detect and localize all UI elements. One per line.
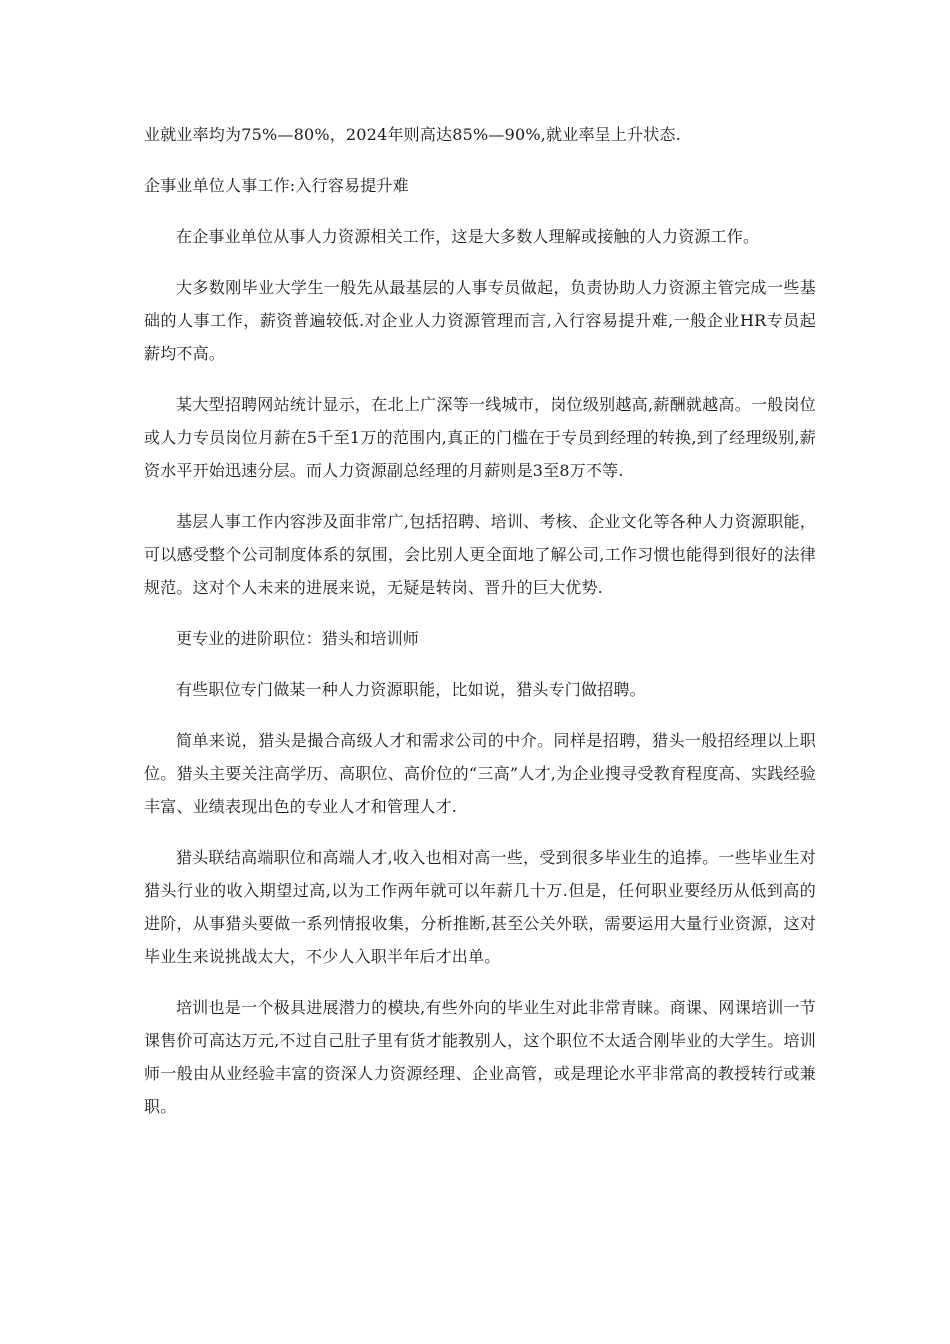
paragraph-headhunter-challenges: 猎头联结高端职位和高端人才,收入也相对高一些，受到很多毕业生的追捧。一些毕业生对猎头行业的收入期望过高,以为工作两年就可以年薪几十万.但是，任何职业要经历从低到高的进阶，从事猎头要做一系列情报收集，分析推断,甚至公关外联，需要运用大量行业资源，这对毕业生来说挑战太大，不少人入职半年后才出单。 bbox=[144, 848, 816, 966]
section-heading-advanced-roles: 更专业的进阶职位：猎头和培训师 bbox=[176, 629, 420, 648]
section-heading-enterprise-hr: 企事业单位人事工作:入行容易提升难 bbox=[144, 176, 409, 195]
paragraph-basic-hr-work: 基层人事工作内容涉及面非常广,包括招聘、培训、考核、企业文化等各种人力资源职能，可以感受整个公司制度体系的氛围，会比别人更全面地了解公司,工作习惯也能得到很好的法律规范。这对个人未来的进展来说，无疑是转岗、晋升的巨大优势. bbox=[144, 512, 816, 597]
paragraph-headhunter-intro: 简单来说，猎头是撮合高级人才和需求公司的中介。同样是招聘，猎头一般招经理以上职位。猎头主要关注高学历、高职位、高价位的“三高”人才,为企业搜寻受教育程度高、实践经验丰富、业绩表现出色的专业人才和管理人才. bbox=[144, 731, 816, 816]
paragraph-trainer: 培训也是一个极具进展潜力的模块,有些外向的毕业生对此非常青睐。商课、网课培训一节课售价可高达万元,不过自己肚子里有货才能教别人，这个职位不太适合刚毕业的大学生。培训师一般由从业经验丰富的资深人力资源经理、企业高管，或是理论水平非常高的教授转行或兼职。 bbox=[144, 998, 816, 1116]
paragraph-employment-rate: 业就业率均为75%—80%，2024年则高达85%—90%,就业率呈上升状态. bbox=[144, 125, 681, 144]
paragraph-specialized-roles: 有些职位专门做某一种人力资源职能，比如说，猎头专门做招聘。 bbox=[176, 680, 646, 699]
paragraph-salary-stats: 某大型招聘网站统计显示，在北上广深等一线城市，岗位级别越高,薪酬就越高。一般岗位或人力专员岗位月薪在5千至1万的范围内,真正的门槛在于专员到经理的转换,到了经理级别,薪资水平开始迅速分层。而人力资源副总经理的月薪则是3至8万不等. bbox=[144, 395, 816, 480]
document-page bbox=[144, 118, 816, 1141]
paragraph-entry-level: 大多数刚毕业大学生一般先从最基层的人事专员做起，负责协助人力资源主管完成一些基础的人事工作，薪资普遍较低.对企业人力资源管理而言,入行容易提升难,一般企业HR专员起薪均不高。 bbox=[144, 278, 816, 363]
paragraph-enterprise-hr-intro: 在企事业单位从事人力资源相关工作，这是大多数人理解或接触的人力资源工作。 bbox=[176, 227, 760, 246]
